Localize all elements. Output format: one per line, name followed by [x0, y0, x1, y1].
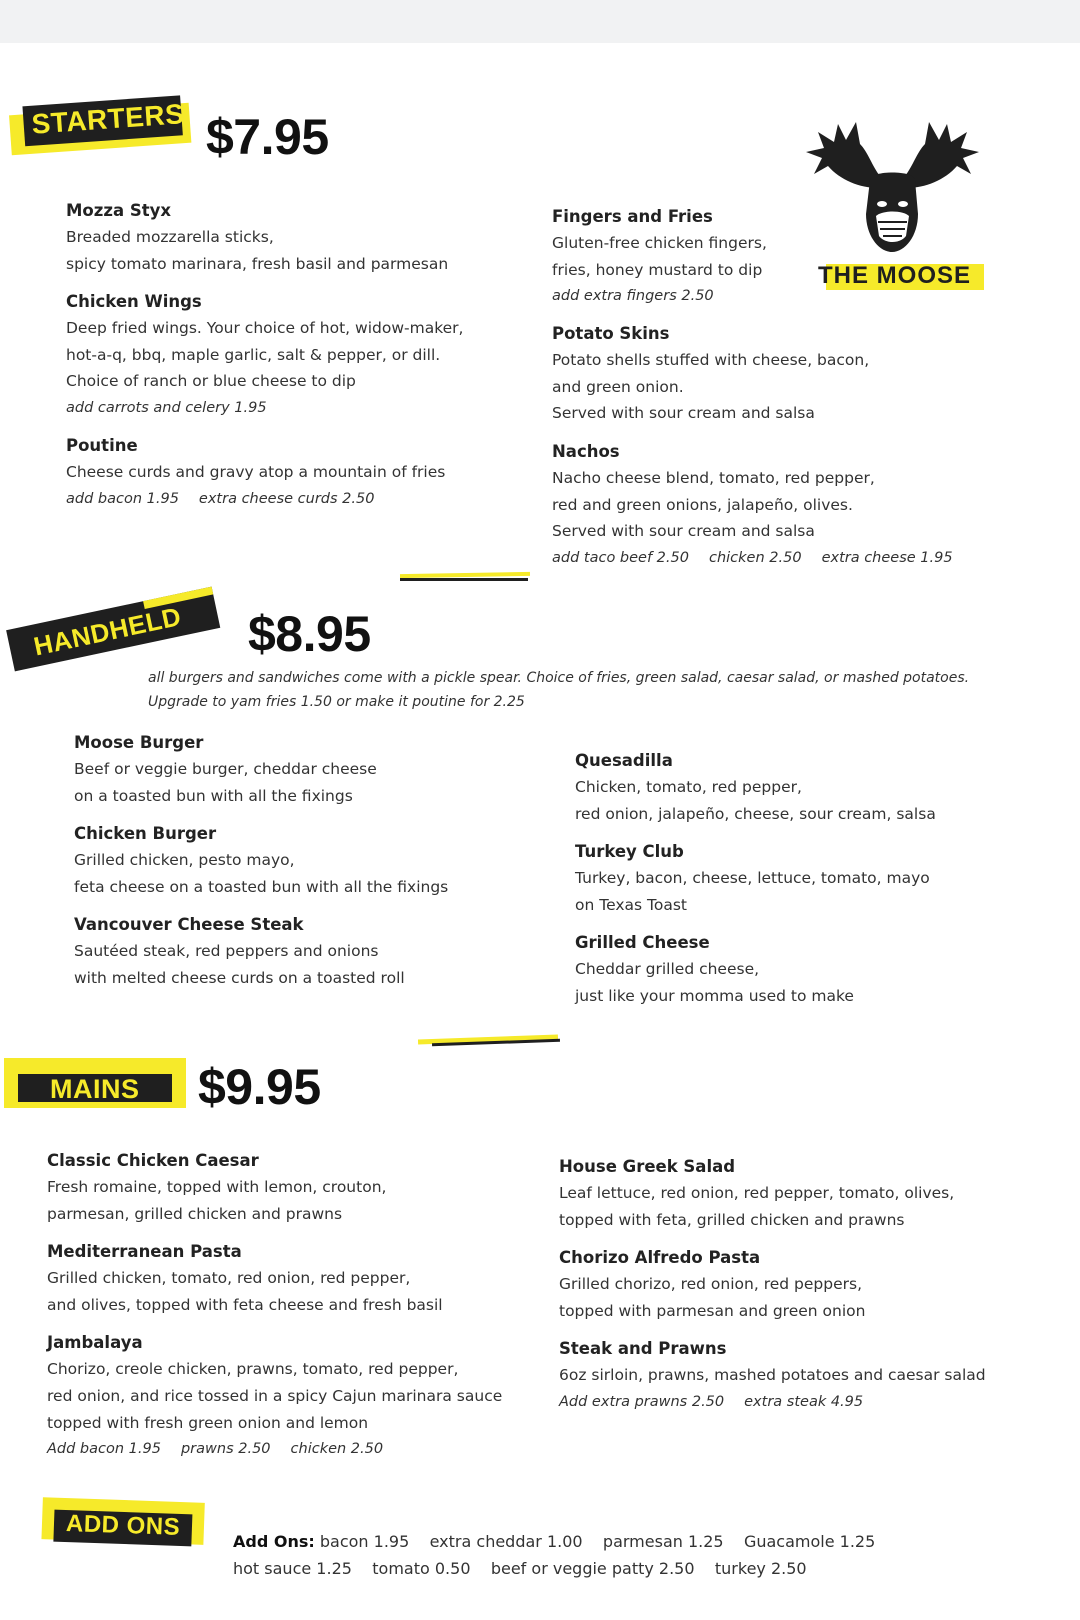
menu-item — [575, 930, 995, 1009]
menu-item-description: Chicken, tomato, red pepper, — [575, 778, 802, 796]
menu-item-description: Cheese curds and gravy atop a mountain of fries — [66, 462, 446, 481]
menu-item-name: Chicken Burger — [74, 824, 217, 844]
menu-item-name: Moose Burger — [74, 733, 204, 752]
menu-item-extra: Add extra prawns 2.50 — [559, 1393, 725, 1410]
menu-item — [66, 198, 506, 277]
menu-item-extras — [47, 1436, 547, 1462]
menu-item-extras — [66, 486, 506, 512]
menu-item — [47, 1239, 547, 1318]
menu-item — [575, 839, 995, 918]
handheld-label: HANDHELD — [31, 600, 184, 662]
menu-item-description: Sautéed steak, red peppers and onions — [74, 942, 379, 961]
moose-logo — [800, 118, 985, 303]
menu-item-name: House Greek Salad — [559, 1157, 736, 1176]
menu-item-description: red onion, jalapeño, cheese, sour cream, salsa — [575, 804, 936, 823]
mains-right-column — [559, 1154, 1019, 1427]
handheld-note-1: all burgers and sandwiches come with a pickle spear. Choice of fries, green salad, caesar salad, or mashed potatoes. — [148, 670, 970, 686]
menu-item-description: Cheddar grilled cheese, — [575, 960, 760, 979]
menu-item-description: and olives, topped with feta cheese and fresh basil — [47, 1295, 443, 1314]
mains-label: MAINS — [50, 1074, 140, 1104]
menu-item-extra: add bacon 1.95 — [66, 490, 179, 507]
menu-item-description: Deep fried wings. Your choice of hot, widow-maker, — [66, 319, 464, 338]
menu-item-description: with melted cheese curds on a toasted roll — [74, 968, 405, 987]
menu-item — [47, 1330, 547, 1462]
menu-item-description: Chorizo, creole chicken, prawns, tomato, red pepper, — [47, 1360, 459, 1379]
menu-item-description: hot-a-q, bbq, maple garlic, salt & pepper, or dill. — [66, 345, 441, 364]
divider-stroke — [400, 578, 528, 581]
menu-item-description: Beef or veggie burger, cheddar cheese — [74, 760, 377, 778]
menu-item — [66, 289, 506, 421]
menu-item — [559, 1245, 1019, 1324]
menu-item-name: Poutine — [66, 435, 138, 455]
menu-item — [559, 1336, 1019, 1415]
menu-item-name: Classic Chicken Caesar — [47, 1151, 259, 1170]
menu-item-description: red onion, and rice tossed in a spicy Cajun marinara sauce — [47, 1386, 503, 1405]
menu-item-extra: extra cheese 1.95 — [821, 549, 953, 566]
menu-item-name: Fingers and Fries — [552, 207, 713, 226]
handheld-right-column — [575, 748, 995, 1022]
menu-item — [552, 321, 972, 427]
handheld-left-column — [74, 730, 534, 1004]
addons-tag — [41, 1497, 205, 1553]
menu-item — [74, 730, 534, 809]
starters-tag — [8, 89, 192, 163]
mains-tag — [4, 1058, 186, 1114]
brand-name: THE MOOSE — [818, 262, 972, 289]
menu-item-description: topped with fresh green onion and lemon — [47, 1413, 369, 1432]
menu-item-description: topped with feta, grilled chicken and prawns — [559, 1210, 905, 1229]
menu-item — [74, 912, 534, 991]
menu-item-extras — [66, 395, 506, 421]
menu-item-description: fries, honey mustard to dip — [552, 260, 763, 279]
menu-item-extra: prawns 2.50 — [180, 1441, 271, 1458]
menu-item-name: Potato Skins — [552, 324, 670, 344]
menu-item-description: red and green onions, jalapeño, olives. — [552, 495, 853, 514]
menu-item — [559, 1154, 1019, 1233]
menu-item-description: Breaded mozzarella sticks, — [66, 228, 274, 246]
menu-item-name: Chicken Wings — [66, 292, 202, 312]
menu-item — [47, 1148, 547, 1227]
addons-line-1: bacon 1.95 extra cheddar 1.00 parmesan 1.25 Guacamole 1.25 — [319, 1532, 876, 1551]
menu-item-description: Choice of ranch or blue cheese to dip — [66, 372, 356, 391]
menu-item-description: spicy tomato marinara, fresh basil and parmesan — [66, 254, 449, 273]
menu-item-extra: add taco beef 2.50 — [552, 549, 689, 566]
menu-item-extra: Add bacon 1.95 — [47, 1441, 161, 1458]
menu-item-description: 6oz sirloin, prawns, mashed potatoes and caesar salad — [559, 1366, 986, 1385]
menu-item-description: Fresh romaine, topped with lemon, crouton, — [47, 1178, 387, 1196]
menu-item-extra: chicken 2.50 — [290, 1441, 384, 1458]
menu-item-description: Grilled chicken, tomato, red onion, red pepper, — [47, 1269, 411, 1288]
menu-item-description: Nacho cheese blend, tomato, red pepper, — [552, 468, 875, 487]
mains-price: $9.95 — [198, 1059, 321, 1115]
menu-item-description: parmesan, grilled chicken and prawns — [47, 1204, 343, 1223]
menu-item — [66, 433, 506, 512]
menu-item-description: Gluten-free chicken fingers, — [552, 234, 767, 252]
menu-item-description: Served with sour cream and salsa — [552, 404, 815, 423]
menu-item-extras — [552, 545, 972, 571]
handheld-price: $8.95 — [248, 606, 371, 662]
menu-item-description: Potato shells stuffed with cheese, bacon, — [552, 351, 870, 370]
menu-item-description: on Texas Toast — [575, 895, 687, 914]
menu-item-description: Turkey, bacon, cheese, lettuce, tomato, mayo — [575, 869, 930, 888]
menu-item-name: Jambalaya — [47, 1333, 143, 1353]
menu-item-description: topped with parmesan and green onion — [559, 1301, 866, 1320]
addons-label: ADD ONS — [65, 1510, 181, 1541]
menu-item-extra: extra cheese curds 2.50 — [198, 490, 375, 507]
menu-item-description: Served with sour cream and salsa — [552, 522, 815, 541]
menu-item-extra: extra steak 4.95 — [744, 1393, 864, 1410]
menu-item-description: just like your momma used to make — [575, 986, 854, 1005]
menu-item-name: Quesadilla — [575, 751, 673, 770]
addons-list — [233, 1528, 1053, 1582]
menu-item-description: on a toasted bun with all the fixings — [74, 786, 353, 805]
top-bar — [0, 0, 1080, 43]
menu-item-name: Chorizo Alfredo Pasta — [559, 1248, 761, 1268]
menu-item-name: Mediterranean Pasta — [47, 1242, 242, 1262]
addons-line-2: hot sauce 1.25 tomato 0.50 beef or veggie patty 2.50 turkey 2.50 — [233, 1559, 807, 1578]
menu-item — [575, 748, 995, 827]
menu-item-description: Grilled chorizo, red onion, red peppers, — [559, 1275, 862, 1294]
menu-item-description: Leaf lettuce, red onion, red pepper, tomato, olives, — [559, 1184, 955, 1202]
menu-item-extra: add carrots and celery 1.95 — [66, 399, 267, 416]
menu-item-extra: chicken 2.50 — [708, 549, 802, 566]
menu-item-name: Turkey Club — [575, 842, 684, 862]
mains-left-column — [47, 1148, 547, 1474]
menu-item-description: feta cheese on a toasted bun with all the fixings — [74, 877, 449, 896]
addons-heading: Add Ons: — [233, 1532, 315, 1551]
menu-item-description: Grilled chicken, pesto mayo, — [74, 851, 295, 870]
menu-item-name: Nachos — [552, 441, 620, 461]
menu-item-name: Mozza Styx — [66, 201, 172, 220]
menu-item-extra: add extra fingers 2.50 — [552, 288, 714, 305]
menu-item-extras — [559, 1389, 1019, 1415]
starters-price: $7.95 — [206, 109, 329, 165]
menu-item-name: Grilled Cheese — [575, 933, 710, 953]
menu-item-description: and green onion. — [552, 377, 684, 396]
menu-item — [552, 439, 972, 571]
starters-label: STARTERS — [30, 98, 186, 140]
handheld-note-2: Upgrade to yam fries 1.50 or make it poutine for 2.25 — [148, 694, 525, 710]
menu-item-name: Steak and Prawns — [559, 1339, 727, 1359]
menu-item-name: Vancouver Cheese Steak — [74, 915, 304, 935]
menu-item — [74, 821, 534, 900]
starters-left-column — [66, 198, 506, 524]
